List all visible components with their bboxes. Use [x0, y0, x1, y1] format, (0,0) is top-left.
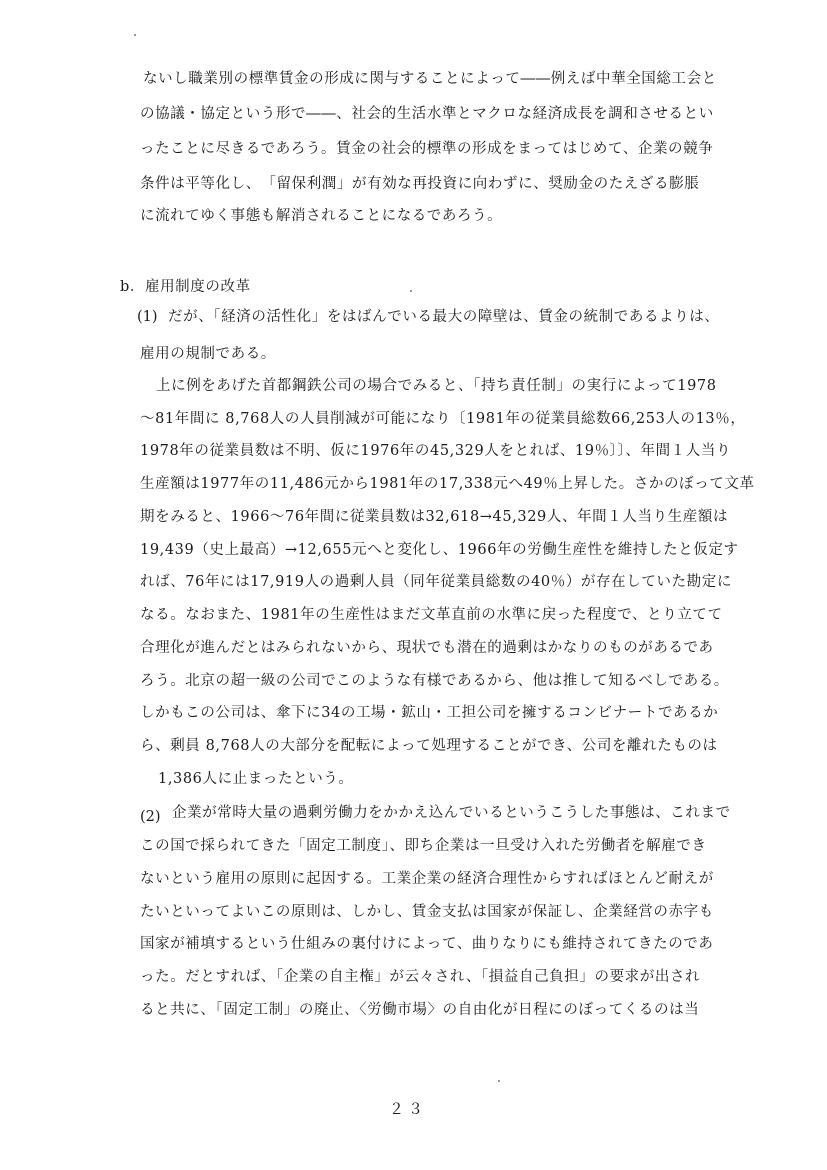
scan-speck	[410, 290, 412, 292]
text-line: ないという雇用の原則に起因する。工業企業の経済合理性からすればほとんど耐えが	[140, 871, 714, 887]
text-line: ないし職業別の標準賃金の形成に関与することによって――例えば中華全国総工会と	[143, 71, 717, 87]
text-line: 1978年の従業員数は不明、仮に1976年の45,329人をとれば、19％〕〕、年間１人当り	[140, 443, 732, 459]
text-line: この国で採られてきた「固定工制度」、即ち企業は一旦受け入れた労働者を解雇でき	[140, 838, 707, 854]
item-marker: (2)	[140, 809, 161, 825]
text-line: しかもこの公司は、傘下に34の工場・鉱山・工担公司を擁するコンビナートであるか	[140, 705, 719, 721]
text-line: ～81年間に 8,768人の人員削減が可能になり〔1981年の従業員総数66,253人の13％，	[140, 411, 746, 427]
text-line: たいといってよいこの原則は、しかし、賃金支払は国家が保証し、企業経営の赤字も	[140, 904, 714, 920]
text-line: れば、76年には17,919人の過剰人員（同年従業員総数の40％）が存在していた勘定に	[140, 574, 732, 590]
text-line: った。だとすれば、「企業の自主権」が云々され、「損益自己負担」の要求が出され	[140, 969, 701, 985]
text-line: 1,386人に止まったという。	[158, 771, 354, 787]
scan-speck	[498, 1080, 500, 1082]
text-line: 期をみると、1966～76年間に従業員数は32,618→45,329人、年間１人当り生産額は	[140, 509, 729, 525]
text-line: ろう。北京の超一級の公司でこのような有様であるから、他は推して知るべしである。	[140, 673, 729, 689]
text-line: 上に例をあげた首都鋼鉄公司の場合でみると、「持ち責任制」の実行によって1978	[156, 378, 717, 394]
text-line: だが、「経済の活性化」をはばんでいる最大の障壁は、賃金の統制であるよりは、	[168, 309, 720, 325]
text-line: 19,439（史上最高）→12,655元へと変化し、1966年の労働生産性を維持したと仮定す	[140, 542, 739, 558]
text-line: 企業が常時大量の過剰労働力をかかえ込んでいるというこうした事態は、これまで	[172, 805, 731, 821]
text-line: 国家が補填するという仕組みの裏付けによって、曲りなりにも維持されてきたのであ	[140, 936, 714, 952]
section-heading: b．雇用制度の改革	[120, 279, 251, 295]
text-line: 生産額は1977年の11,486元から1981年の17,338元へ49％上昇した。さかのぼって文革	[140, 476, 755, 492]
page-number: ２３	[389, 1100, 428, 1118]
text-line: ら、剰員 8,768人の大部分を配転によって処理することができ、公司を離れたものは	[140, 738, 718, 754]
text-line: 条件は平等化し、 「留保利潤」が有効な再投資に向わずに、奨励金のたえざる膨脹	[140, 176, 700, 192]
text-line: ると共に、「固定工制」の廃止、〈労働市場〉の自由化が日程にのぼってくるのは当	[140, 1002, 700, 1018]
scan-speck	[134, 34, 136, 36]
text-line: に流れてゆく事態も解消されることになるであろう。	[140, 208, 503, 224]
text-line: なる。なおまた、1981年の生産性はまだ文革直前の水準に戻った程度で、とり立てて	[140, 607, 723, 623]
item-marker: (1)	[137, 309, 158, 325]
text-line: の協議・協定という形で――、社会的生活水準とマクロな経済成長を調和させるとい	[140, 106, 714, 122]
text-line: 合理化が進んだとはみられないから、現状でも潜在的過剰はかなりのものがあるであ	[140, 640, 714, 656]
text-line: ったことに尽きるであろう。賃金の社会的標準の形成をまってはじめて、企業の競争	[140, 141, 714, 157]
text-line: 雇用の規制である。	[140, 346, 276, 362]
